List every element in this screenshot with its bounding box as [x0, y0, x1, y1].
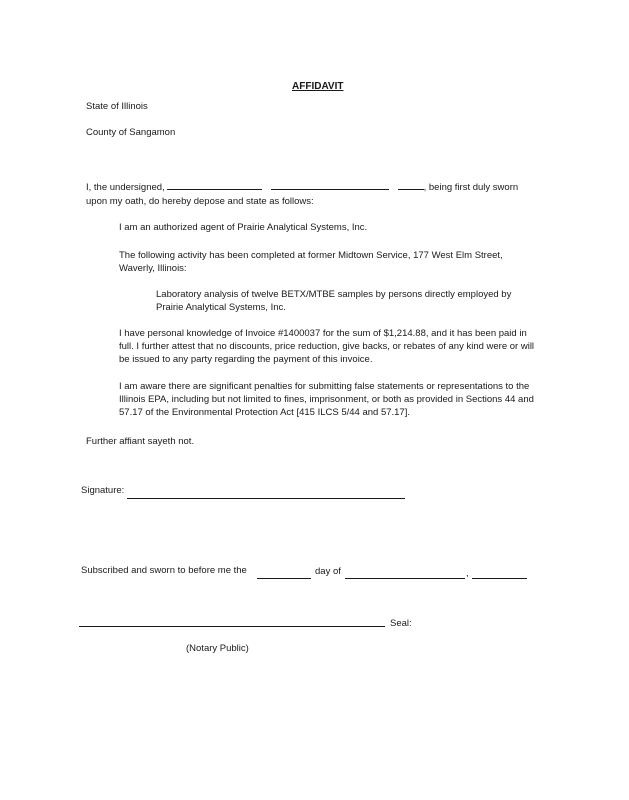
signature-label: Signature: — [81, 485, 125, 496]
seal-label: Seal: — [390, 618, 412, 629]
day-of-label: day of — [315, 566, 341, 577]
signature-line[interactable] — [127, 498, 405, 499]
subscribed-label: Subscribed and sworn to before me the — [81, 565, 247, 576]
affiant-name-blank-3[interactable] — [398, 188, 424, 190]
affiant-name-blank-2[interactable] — [271, 188, 389, 190]
statement-penalties: I am aware there are significant penalties for submitting false statements or representations to the Illinois EPA, including but not limited to fines, imprisonment, or both as provided in Sections 44 and 57.17 of the Environmental Protection Act [415 ILCS 5/44 and 57.17]. — [119, 381, 534, 418]
comma-separator: , — [466, 568, 469, 579]
intro-suffix: , being first duly sworn — [423, 182, 519, 193]
notary-signature-line[interactable] — [79, 626, 385, 627]
statement-detail: Laboratory analysis of twelve BETX/MTBE samples by persons directly employed by Prairie Analytical Systems, Inc. — [156, 289, 512, 313]
state-line: State of Illinois — [86, 101, 148, 112]
statement-activity: The following activity has been completed at former Midtown Service, 177 West Elm Street, Waverly, Illinois: — [119, 250, 503, 274]
day-blank[interactable] — [257, 578, 311, 579]
intro-prefix: I, the undersigned, — [86, 182, 165, 193]
intro-line — [86, 182, 518, 193]
intro-line-2: upon my oath, do hereby depose and state as follows: — [86, 196, 314, 207]
closing-line: Further affiant sayeth not. — [86, 436, 195, 447]
month-blank[interactable] — [345, 578, 465, 579]
document-title: AFFIDAVIT — [292, 81, 344, 92]
statement-knowledge: I have personal knowledge of Invoice #1400037 for the sum of $1,214.88, and it has been paid in full. I further attest that no discounts, price reduction, give backs, or rebates of any kind were or will be issued to any party regarding the payment of this invoice. — [119, 328, 535, 365]
notary-public-label: (Notary Public) — [186, 643, 249, 654]
statement-agent: I am an authorized agent of Prairie Analytical Systems, Inc. — [119, 222, 368, 233]
county-line: County of Sangamon — [86, 127, 176, 138]
affiant-name-blank[interactable] — [167, 188, 262, 190]
year-blank[interactable] — [472, 578, 527, 579]
